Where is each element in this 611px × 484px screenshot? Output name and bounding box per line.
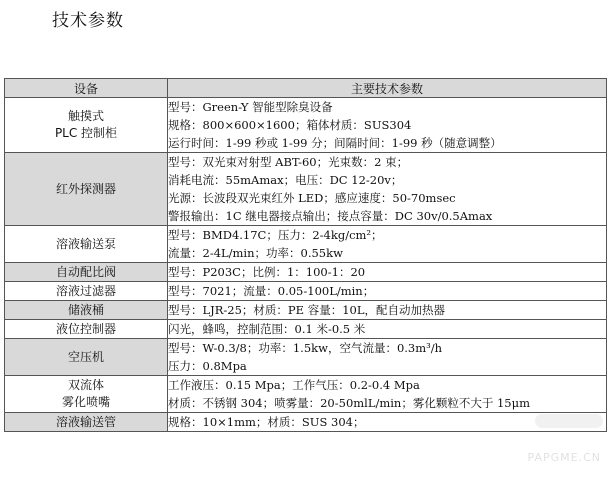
spec-line: 型号：BMD4.17C；压力：2-4kg/cm²；: [168, 228, 383, 242]
equipment-name-line: 雾化喷嘴: [61, 395, 110, 409]
equipment-name: [5, 301, 168, 320]
table-header-row: [5, 79, 607, 98]
equipment-name: [5, 320, 168, 339]
watermark-blob: [535, 414, 603, 428]
table-row: [5, 98, 607, 153]
equipment-name-line: PLC 控制柜: [54, 126, 118, 140]
table-row: [5, 320, 607, 339]
spec-line: 工作液压：0.15 Mpa；工作气压：0.2-0.4 Mpa: [168, 378, 420, 392]
equipment-name: [5, 226, 168, 263]
header-specs: 主要技术参数: [168, 79, 607, 98]
equipment-name-line: 红外探测器: [55, 181, 116, 196]
spec-line: 警报输出：1C 继电器接点输出；接点容量：DC 30v/0.5Amax: [168, 209, 493, 223]
spec-line: 型号：7021；流量：0.05-100L/min；: [168, 284, 375, 298]
spec-line: 流量：2-4L/min；功率：0.55kw: [168, 246, 343, 260]
equipment-name: [5, 263, 168, 282]
spec-cell: [168, 153, 607, 226]
table-row: [5, 376, 607, 413]
spec-cell: [168, 320, 607, 339]
watermark: PAPGME.CN: [527, 451, 601, 464]
equipment-name-line: 双流体: [67, 378, 104, 392]
equipment-name-line: 溶液过滤器: [55, 283, 116, 298]
spec-cell: [168, 301, 607, 320]
spec-line: 光源：长波段双光束红外 LED；感应速度：50-70msec: [168, 191, 456, 205]
spec-cell: [168, 282, 607, 301]
spec-line: 型号：双光束对射型 ABT-60；光束数：2 束；: [168, 155, 409, 169]
page-title: 技术参数: [52, 11, 124, 31]
table-row: [5, 301, 607, 320]
table-row: [5, 339, 607, 376]
spec-line: 闪光，蜂鸣，控制范围：0.1 米-0.5 米: [168, 322, 366, 336]
table-row: [5, 282, 607, 301]
spec-cell: [168, 263, 607, 282]
spec-line: 型号：P203C；比例：1：100-1：20: [168, 265, 366, 279]
spec-line: 规格：800×600×1600；箱体材质：SUS304: [168, 118, 412, 132]
spec-line: 消耗电流：55mAmax；电压：DC 12-20v；: [168, 173, 403, 187]
equipment-name: [5, 413, 168, 432]
spec-cell: [168, 98, 607, 153]
spec-cell: [168, 226, 607, 263]
spec-line: 规格：10×1mm；材质：SUS 304；: [168, 415, 365, 429]
header-equipment: 设备: [5, 79, 168, 98]
equipment-name: [5, 282, 168, 301]
spec-line: 型号：W-0.3/8；功率：1.5kw，空气流量：0.3m³/h: [168, 341, 443, 355]
equipment-name: [5, 339, 168, 376]
table-row: [5, 263, 607, 282]
spec-table: [4, 78, 607, 432]
spec-line: 压力：0.8Mpa: [168, 359, 247, 373]
equipment-name-line: 自动配比阀: [55, 264, 116, 279]
table-row: [5, 153, 607, 226]
spec-line: 型号：Green-Y 智能型除臭设备: [168, 100, 333, 114]
equipment-name: [5, 153, 168, 226]
equipment-name: [5, 98, 168, 153]
spec-line: 运行时间：1-99 秒或 1-99 分；间隔时间：1-99 秒（随意调整）: [168, 136, 502, 150]
spec-line: 材质：不锈钢 304；喷雾量：20-50mlL/min；雾化颗粒不大于 15μm: [168, 396, 531, 410]
table-row: [5, 226, 607, 263]
equipment-name-line: 储液桶: [67, 302, 104, 317]
spec-cell: [168, 376, 607, 413]
equipment-name: [5, 376, 168, 413]
spec-line: 型号：LJR-25；材质：PE 容量：10L，配自动加热器: [168, 303, 445, 317]
equipment-name-line: 溶液输送管: [55, 414, 116, 429]
equipment-name-line: 空压机: [67, 349, 104, 364]
equipment-name-line: 触摸式: [67, 109, 104, 123]
spec-cell: [168, 339, 607, 376]
table-row: [5, 413, 607, 432]
equipment-name-line: 溶液输送泵: [55, 236, 116, 251]
equipment-name-line: 液位控制器: [55, 321, 116, 336]
